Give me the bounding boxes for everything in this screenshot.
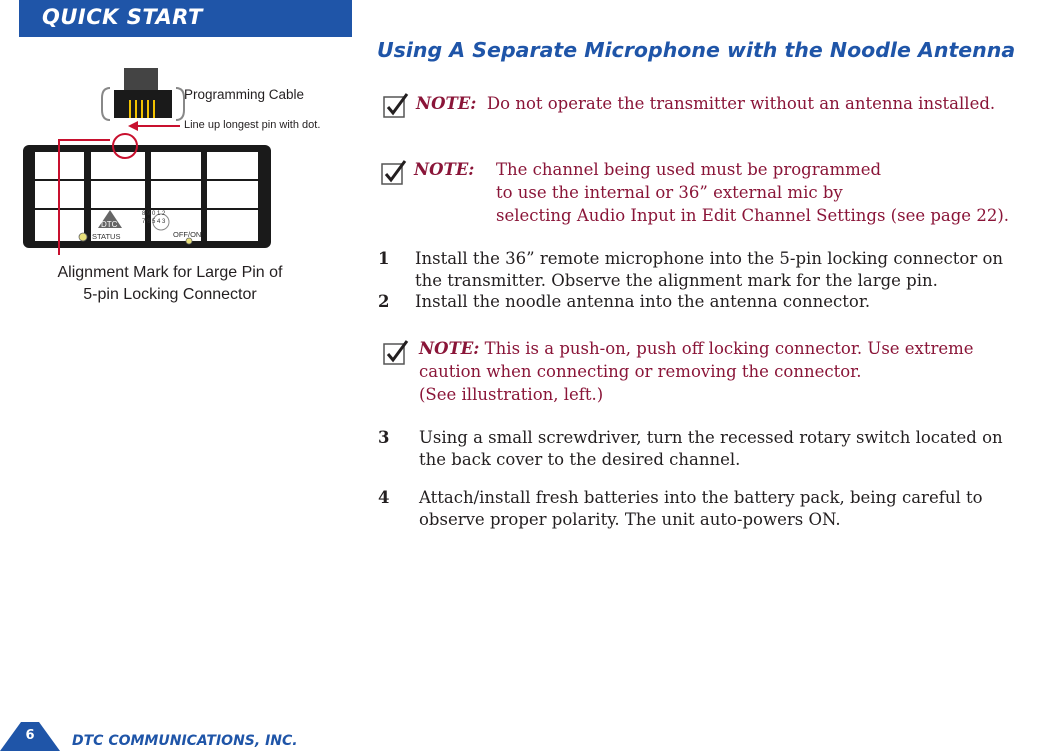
page-title: Using A Separate Microphone with the Noodle Antenna bbox=[377, 38, 1016, 62]
note-2 bbox=[414, 158, 474, 181]
step-text: observe proper polarity. The unit auto-powers ON. bbox=[419, 510, 841, 529]
step-text: Install the noodle antenna into the antenna connector. bbox=[415, 292, 871, 311]
note-1 bbox=[416, 92, 995, 115]
note-text: selecting Audio Input in Edit Channel Settings (see page 22). bbox=[496, 206, 1009, 225]
step-text: Install the 36” remote microphone into the 5-pin locking connector on bbox=[415, 249, 1004, 268]
pin-hint-label: Line up longest pin with dot. bbox=[184, 119, 321, 131]
checkbox-icon bbox=[381, 159, 407, 185]
step-1 bbox=[378, 248, 1003, 292]
illustration-caption bbox=[20, 262, 320, 306]
note-text: Do not operate the transmitter without an antenna installed. bbox=[486, 94, 996, 113]
note-label: NOTE: bbox=[416, 94, 477, 113]
note-text: This is a push-on, push off locking connector. Use extreme bbox=[484, 339, 974, 358]
page-number: 6 bbox=[25, 728, 35, 743]
caption-line: Alignment Mark for Large Pin of bbox=[57, 264, 283, 281]
note-3 bbox=[419, 337, 974, 406]
transmitter-body bbox=[23, 145, 271, 248]
caption-line: 5-pin Locking Connector bbox=[83, 286, 257, 303]
note-label: NOTE: bbox=[419, 339, 480, 358]
step-text: Attach/install fresh batteries into the battery pack, being careful to bbox=[419, 488, 983, 507]
rotary-dial-digits: 8 9 0 1 2 7 6 5 4 3 bbox=[142, 211, 166, 225]
step-4 bbox=[378, 487, 983, 531]
step-number: 1 bbox=[378, 249, 390, 268]
note-label: NOTE: bbox=[414, 160, 475, 179]
status-label: STATUS bbox=[92, 232, 121, 241]
step-text: the back cover to the desired channel. bbox=[419, 450, 741, 469]
note-2-body bbox=[496, 158, 1009, 227]
checkbox-icon bbox=[383, 92, 409, 118]
section-title: QUICK START bbox=[42, 5, 203, 29]
offon-label: OFF/ON bbox=[173, 230, 202, 239]
programming-cable-icon bbox=[102, 68, 184, 120]
alignment-dot bbox=[123, 146, 128, 151]
step-text: the transmitter. Observe the alignment mark for the large pin. bbox=[415, 271, 938, 290]
note-text: caution when connecting or removing the connector. bbox=[419, 362, 862, 381]
checkbox-icon bbox=[383, 339, 409, 365]
step-number: 2 bbox=[378, 292, 390, 311]
note-text: (See illustration, left.) bbox=[419, 385, 604, 404]
step-3 bbox=[378, 427, 1003, 471]
note-text: to use the internal or 36” external mic by bbox=[496, 183, 843, 202]
step-number: 3 bbox=[378, 428, 390, 447]
dtc-logo: DTC bbox=[101, 220, 118, 229]
step-number: 4 bbox=[378, 488, 390, 507]
note-text: The channel being used must be programmed bbox=[496, 160, 882, 179]
cable-label: Programming Cable bbox=[184, 87, 305, 102]
step-text: Using a small screwdriver, turn the recessed rotary switch located on bbox=[419, 428, 1003, 447]
company-name: DTC COMMUNICATIONS, INC. bbox=[72, 733, 298, 749]
step-2 bbox=[378, 291, 870, 313]
